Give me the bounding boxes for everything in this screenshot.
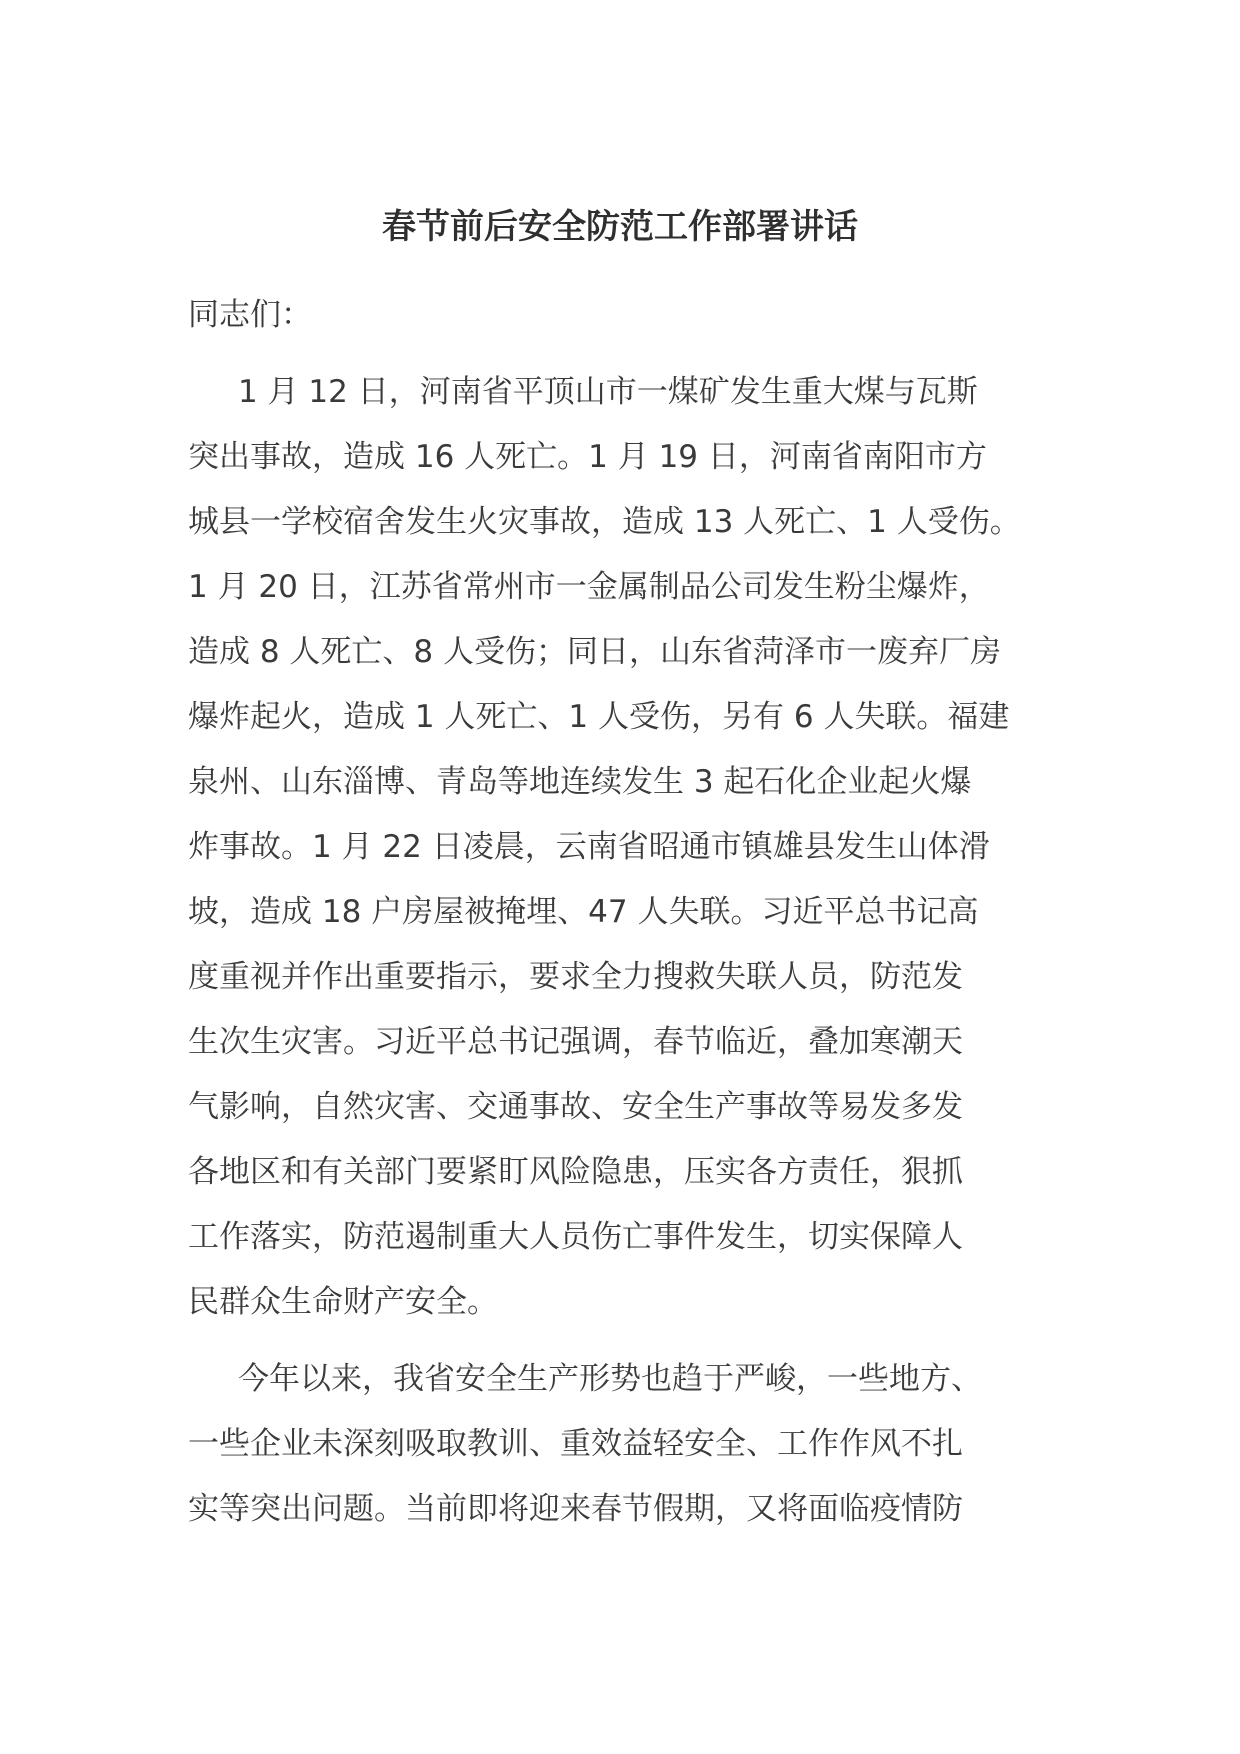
paragraph-line: 实等突出问题。当前即将迎来春节假期，又将面临疫情防 [188, 1491, 963, 1527]
paragraph-line: 坡，造成 18 户房屋被掩埋、47 人失联。习近平总书记高 [188, 894, 979, 930]
paragraph-line: 泉州、山东淄博、青岛等地连续发生 3 起石化企业起火爆 [188, 764, 972, 800]
salutation: 同志们： [188, 297, 312, 333]
paragraph-line: 造成 8 人死亡、8 人受伤；同日，山东省菏泽市一废弃厂房 [188, 634, 1002, 670]
paragraph-line: 工作落实，防范遏制重大人员伤亡事件发生，切实保障人 [188, 1219, 963, 1255]
paragraph-line: 度重视并作出重要指示，要求全力搜救失联人员，防范发 [188, 959, 963, 995]
document-title: 春节前后安全防范工作部署讲话 [382, 207, 858, 247]
paragraph-line: 炸事故。1 月 22 日凌晨，云南省昭通市镇雄县发生山体滑 [188, 829, 990, 865]
paragraph-line: 1 月 12 日，河南省平顶山市一煤矿发生重大煤与瓦斯 [238, 374, 978, 410]
paragraph-line: 各地区和有关部门要紧盯风险隐患，压实各方责任，狠抓 [188, 1154, 963, 1190]
paragraph-2 [188, 1347, 1062, 1542]
paragraph-line: 气影响，自然灾害、交通事故、安全生产事故等易发多发 [188, 1089, 963, 1125]
paragraph-line: 突出事故，造成 16 人死亡。1 月 19 日，河南省南阳市方 [188, 439, 987, 475]
paragraph-1 [188, 360, 1062, 1335]
paragraph-line: 1 月 20 日，江苏省常州市一金属制品公司发生粉尘爆炸， [188, 569, 990, 605]
paragraph-line: 城县一学校宿舍发生火灾事故，造成 13 人死亡、1 人受伤。 [188, 504, 1021, 540]
paragraph-line: 今年以来，我省安全生产形势也趋于严峻，一些地方、 [238, 1361, 982, 1397]
document-body [188, 283, 1062, 1542]
paragraph-line: 民群众生命财产安全。 [188, 1284, 498, 1320]
paragraph-line: 生次生灾害。习近平总书记强调，春节临近，叠加寒潮天 [188, 1024, 963, 1060]
paragraph-line: 爆炸起火，造成 1 人死亡、1 人受伤，另有 6 人失联。福建 [188, 699, 1010, 735]
paragraph-line: 一些企业未深刻吸取教训、重效益轻安全、工作作风不扎 [188, 1426, 963, 1462]
